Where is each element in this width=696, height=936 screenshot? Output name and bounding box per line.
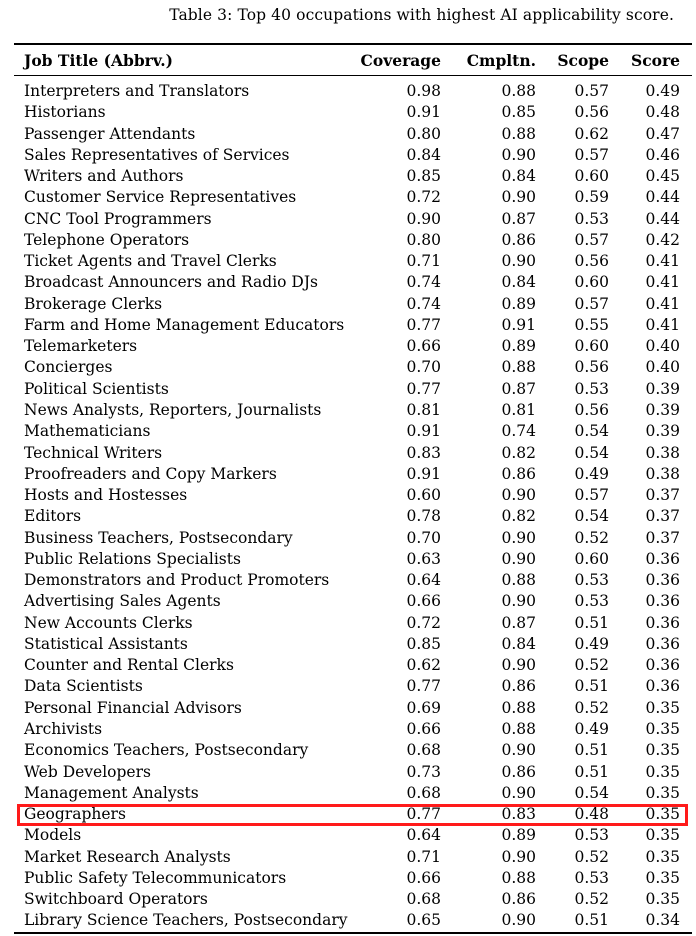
job-title-cell: Customer Service Representatives <box>24 188 297 207</box>
scope-cell: 0.52 <box>574 847 609 866</box>
score-cell: 0.36 <box>645 656 680 675</box>
coverage-cell: 0.78 <box>406 507 441 526</box>
job-title-cell: Proofreaders and Copy Markers <box>24 464 277 483</box>
coverage-cell: 0.60 <box>406 486 441 505</box>
coverage-cell: 0.85 <box>406 634 441 653</box>
table-row <box>0 634 696 655</box>
score-cell: 0.45 <box>645 167 680 186</box>
scope-cell: 0.62 <box>574 124 609 143</box>
job-title-cell: Geographers <box>24 805 126 824</box>
job-title-cell: Telephone Operators <box>24 230 190 249</box>
job-title-cell: Business Teachers, Postsecondary <box>24 528 293 547</box>
scope-cell: 0.52 <box>574 656 609 675</box>
score-cell: 0.38 <box>645 443 680 462</box>
job-title-cell: Economics Teachers, Postsecondary <box>24 741 309 760</box>
job-title-cell: Writers and Authors <box>24 167 184 186</box>
table-row <box>0 655 696 676</box>
job-title-cell: Web Developers <box>24 762 151 781</box>
score-cell: 0.36 <box>645 592 680 611</box>
score-cell: 0.35 <box>645 826 680 845</box>
completion-cell: 0.88 <box>501 124 536 143</box>
coverage-cell: 0.80 <box>406 124 441 143</box>
score-cell: 0.38 <box>645 464 680 483</box>
job-title-cell: Statistical Assistants <box>24 634 188 653</box>
coverage-cell: 0.66 <box>406 337 441 356</box>
coverage-cell: 0.91 <box>406 103 441 122</box>
coverage-cell: 0.77 <box>406 805 441 824</box>
completion-cell: 0.90 <box>501 188 536 207</box>
job-title-cell: Market Research Analysts <box>24 847 231 866</box>
job-title-cell: Passenger Attendants <box>24 124 196 143</box>
table-row <box>0 485 696 506</box>
scope-cell: 0.54 <box>574 443 609 462</box>
scope-cell: 0.57 <box>574 486 609 505</box>
job-title-cell: Counter and Rental Clerks <box>24 656 234 675</box>
job-title-cell: Public Safety Telecommunicators <box>24 868 287 887</box>
completion-cell: 0.89 <box>501 294 536 313</box>
scope-cell: 0.56 <box>574 252 609 271</box>
job-title-cell: Mathematicians <box>24 422 151 441</box>
scope-cell: 0.52 <box>574 698 609 717</box>
coverage-cell: 0.80 <box>406 230 441 249</box>
completion-cell: 0.84 <box>501 167 536 186</box>
table-row <box>0 719 696 740</box>
coverage-cell: 0.91 <box>406 422 441 441</box>
table-row <box>0 676 696 697</box>
job-title-cell: Switchboard Operators <box>24 890 208 909</box>
completion-cell: 0.86 <box>501 762 536 781</box>
table-row <box>0 889 696 910</box>
completion-cell: 0.88 <box>501 719 536 738</box>
job-title-cell: Telemarketers <box>24 337 138 356</box>
coverage-cell: 0.69 <box>406 698 441 717</box>
completion-cell: 0.81 <box>501 400 536 419</box>
table-row <box>0 81 696 102</box>
coverage-cell: 0.62 <box>406 656 441 675</box>
score-cell: 0.35 <box>645 783 680 802</box>
job-title-cell: New Accounts Clerks <box>24 613 193 632</box>
table-row <box>0 357 696 378</box>
completion-cell: 0.88 <box>501 868 536 887</box>
table-row <box>0 400 696 421</box>
scope-cell: 0.49 <box>574 464 609 483</box>
job-title-cell: Archivists <box>24 719 103 738</box>
coverage-cell: 0.77 <box>406 379 441 398</box>
completion-cell: 0.90 <box>501 911 536 930</box>
job-title-cell: Technical Writers <box>24 443 163 462</box>
scope-cell: 0.53 <box>574 592 609 611</box>
table-row <box>0 825 696 846</box>
completion-cell: 0.90 <box>501 549 536 568</box>
header-score: Score <box>631 51 680 70</box>
job-title-cell: CNC Tool Programmers <box>24 209 212 228</box>
table-row <box>0 443 696 464</box>
completion-cell: 0.89 <box>501 826 536 845</box>
scope-cell: 0.49 <box>574 634 609 653</box>
coverage-cell: 0.71 <box>406 252 441 271</box>
scope-cell: 0.56 <box>574 103 609 122</box>
completion-cell: 0.90 <box>501 252 536 271</box>
completion-cell: 0.90 <box>501 783 536 802</box>
score-cell: 0.41 <box>645 252 680 271</box>
coverage-cell: 0.91 <box>406 464 441 483</box>
completion-cell: 0.87 <box>501 209 536 228</box>
scope-cell: 0.54 <box>574 422 609 441</box>
score-cell: 0.34 <box>645 911 680 930</box>
score-cell: 0.37 <box>645 507 680 526</box>
scope-cell: 0.60 <box>574 549 609 568</box>
score-cell: 0.36 <box>645 613 680 632</box>
completion-cell: 0.86 <box>501 890 536 909</box>
table-bottom-rule <box>14 932 692 934</box>
coverage-cell: 0.77 <box>406 677 441 696</box>
table-row <box>0 102 696 123</box>
completion-cell: 0.88 <box>501 698 536 717</box>
scope-cell: 0.53 <box>574 209 609 228</box>
table-row <box>0 272 696 293</box>
score-cell: 0.36 <box>645 549 680 568</box>
completion-cell: 0.88 <box>501 82 536 100</box>
scope-cell: 0.51 <box>574 741 609 760</box>
coverage-cell: 0.64 <box>406 571 441 590</box>
header-completion: Cmpltn. <box>466 51 536 70</box>
completion-cell: 0.84 <box>501 634 536 653</box>
coverage-cell: 0.63 <box>406 549 441 568</box>
table-row <box>0 910 696 931</box>
scope-cell: 0.54 <box>574 507 609 526</box>
completion-cell: 0.90 <box>501 656 536 675</box>
completion-cell: 0.88 <box>501 571 536 590</box>
score-cell: 0.44 <box>645 188 680 207</box>
score-cell: 0.42 <box>645 230 680 249</box>
score-cell: 0.35 <box>645 868 680 887</box>
table-row <box>0 124 696 145</box>
completion-cell: 0.84 <box>501 273 536 292</box>
completion-cell: 0.83 <box>501 805 536 824</box>
completion-cell: 0.86 <box>501 464 536 483</box>
table-row <box>0 549 696 570</box>
scope-cell: 0.60 <box>574 337 609 356</box>
score-cell: 0.49 <box>645 82 680 100</box>
table-row <box>0 145 696 166</box>
table-row <box>0 698 696 719</box>
job-title-cell: Demonstrators and Product Promoters <box>24 571 330 590</box>
table-row <box>0 783 696 804</box>
scope-cell: 0.55 <box>574 315 609 334</box>
job-title-cell: Editors <box>24 507 82 526</box>
completion-cell: 0.85 <box>501 103 536 122</box>
scope-cell: 0.52 <box>574 890 609 909</box>
coverage-cell: 0.64 <box>406 826 441 845</box>
coverage-cell: 0.66 <box>406 719 441 738</box>
scope-cell: 0.53 <box>574 826 609 845</box>
job-title-cell: Interpreters and Translators <box>24 82 250 100</box>
completion-cell: 0.91 <box>501 315 536 334</box>
scope-cell: 0.57 <box>574 294 609 313</box>
job-title-cell: Ticket Agents and Travel Clerks <box>24 252 277 271</box>
scope-cell: 0.53 <box>574 868 609 887</box>
coverage-cell: 0.66 <box>406 592 441 611</box>
completion-cell: 0.90 <box>501 486 536 505</box>
table-row <box>0 570 696 591</box>
score-cell: 0.44 <box>645 209 680 228</box>
score-cell: 0.35 <box>645 762 680 781</box>
score-cell: 0.37 <box>645 528 680 547</box>
coverage-cell: 0.74 <box>406 294 441 313</box>
score-cell: 0.36 <box>645 571 680 590</box>
job-title-cell: Concierges <box>24 358 113 377</box>
table-row <box>0 528 696 549</box>
score-cell: 0.41 <box>645 294 680 313</box>
completion-cell: 0.90 <box>501 741 536 760</box>
coverage-cell: 0.73 <box>406 762 441 781</box>
coverage-cell: 0.77 <box>406 315 441 334</box>
job-title-cell: Sales Representatives of Services <box>24 145 290 164</box>
score-cell: 0.39 <box>645 379 680 398</box>
table-top-rule <box>14 43 692 45</box>
table-row <box>0 251 696 272</box>
table-header <box>0 51 696 71</box>
table-row <box>0 336 696 357</box>
score-cell: 0.35 <box>645 890 680 909</box>
scope-cell: 0.52 <box>574 528 609 547</box>
completion-cell: 0.87 <box>501 613 536 632</box>
table-row <box>0 506 696 527</box>
coverage-cell: 0.74 <box>406 273 441 292</box>
job-title-cell: Personal Financial Advisors <box>24 698 242 717</box>
score-cell: 0.39 <box>645 422 680 441</box>
table-row <box>0 847 696 868</box>
score-cell: 0.40 <box>645 358 680 377</box>
completion-cell: 0.89 <box>501 337 536 356</box>
coverage-cell: 0.66 <box>406 868 441 887</box>
score-cell: 0.36 <box>645 634 680 653</box>
table-row <box>0 804 696 825</box>
table-row <box>0 464 696 485</box>
job-title-cell: Data Scientists <box>24 677 143 696</box>
score-cell: 0.39 <box>645 400 680 419</box>
table-body <box>0 81 696 932</box>
score-cell: 0.47 <box>645 124 680 143</box>
score-cell: 0.41 <box>645 315 680 334</box>
coverage-cell: 0.72 <box>406 188 441 207</box>
table-row <box>0 591 696 612</box>
coverage-cell: 0.71 <box>406 847 441 866</box>
scope-cell: 0.60 <box>574 167 609 186</box>
coverage-cell: 0.70 <box>406 358 441 377</box>
table-header-rule <box>14 75 692 76</box>
job-title-cell: Hosts and Hostesses <box>24 486 188 505</box>
coverage-cell: 0.85 <box>406 167 441 186</box>
coverage-cell: 0.83 <box>406 443 441 462</box>
coverage-cell: 0.72 <box>406 613 441 632</box>
score-cell: 0.48 <box>645 103 680 122</box>
scope-cell: 0.48 <box>574 805 609 824</box>
scope-cell: 0.51 <box>574 613 609 632</box>
completion-cell: 0.86 <box>501 230 536 249</box>
job-title-cell: Broadcast Announcers and Radio DJs <box>24 273 319 292</box>
completion-cell: 0.90 <box>501 592 536 611</box>
job-title-cell: Library Science Teachers, Postsecondary <box>24 911 348 930</box>
score-cell: 0.35 <box>645 805 680 824</box>
table-row <box>0 166 696 187</box>
scope-cell: 0.51 <box>574 911 609 930</box>
table-row <box>0 315 696 336</box>
score-cell: 0.37 <box>645 486 680 505</box>
table-row <box>0 421 696 442</box>
job-title-cell: Brokerage Clerks <box>24 294 163 313</box>
completion-cell: 0.82 <box>501 507 536 526</box>
table-row <box>0 294 696 315</box>
completion-cell: 0.90 <box>501 145 536 164</box>
table-row <box>0 740 696 761</box>
scope-cell: 0.60 <box>574 273 609 292</box>
header-job-title: Job Title (Abbrv.) <box>24 51 174 70</box>
header-scope: Scope <box>557 51 609 70</box>
completion-cell: 0.90 <box>501 528 536 547</box>
scope-cell: 0.57 <box>574 145 609 164</box>
scope-cell: 0.57 <box>574 82 609 100</box>
table-row <box>0 230 696 251</box>
coverage-cell: 0.98 <box>406 82 441 100</box>
table-row <box>0 209 696 230</box>
coverage-cell: 0.68 <box>406 783 441 802</box>
score-cell: 0.35 <box>645 719 680 738</box>
scope-cell: 0.53 <box>574 571 609 590</box>
scope-cell: 0.57 <box>574 230 609 249</box>
coverage-cell: 0.68 <box>406 890 441 909</box>
job-title-cell: Public Relations Specialists <box>24 549 241 568</box>
completion-cell: 0.82 <box>501 443 536 462</box>
score-cell: 0.35 <box>645 698 680 717</box>
job-title-cell: Advertising Sales Agents <box>24 592 221 611</box>
scope-cell: 0.54 <box>574 783 609 802</box>
scope-cell: 0.56 <box>574 358 609 377</box>
table-row <box>0 187 696 208</box>
job-title-cell: News Analysts, Reporters, Journalists <box>24 400 322 419</box>
scope-cell: 0.56 <box>574 400 609 419</box>
scope-cell: 0.59 <box>574 188 609 207</box>
score-cell: 0.46 <box>645 145 680 164</box>
header-coverage: Coverage <box>360 51 441 70</box>
scope-cell: 0.49 <box>574 719 609 738</box>
score-cell: 0.41 <box>645 273 680 292</box>
job-title-cell: Political Scientists <box>24 379 169 398</box>
score-cell: 0.40 <box>645 337 680 356</box>
scope-cell: 0.53 <box>574 379 609 398</box>
scope-cell: 0.51 <box>574 762 609 781</box>
score-cell: 0.36 <box>645 677 680 696</box>
coverage-cell: 0.65 <box>406 911 441 930</box>
coverage-cell: 0.90 <box>406 209 441 228</box>
coverage-cell: 0.81 <box>406 400 441 419</box>
score-cell: 0.35 <box>645 847 680 866</box>
coverage-cell: 0.68 <box>406 741 441 760</box>
score-cell: 0.35 <box>645 741 680 760</box>
completion-cell: 0.86 <box>501 677 536 696</box>
table-caption: Table 3: Top 40 occupations with highest AI applicability score. <box>169 6 674 24</box>
job-title-cell: Management Analysts <box>24 783 199 802</box>
table-row <box>0 868 696 889</box>
completion-cell: 0.87 <box>501 379 536 398</box>
table-row <box>0 613 696 634</box>
coverage-cell: 0.70 <box>406 528 441 547</box>
job-title-cell: Historians <box>24 103 106 122</box>
completion-cell: 0.88 <box>501 358 536 377</box>
table-row <box>0 762 696 783</box>
completion-cell: 0.90 <box>501 847 536 866</box>
scope-cell: 0.51 <box>574 677 609 696</box>
job-title-cell: Farm and Home Management Educators <box>24 315 345 334</box>
completion-cell: 0.74 <box>501 422 536 441</box>
coverage-cell: 0.84 <box>406 145 441 164</box>
table-row <box>0 379 696 400</box>
job-title-cell: Models <box>24 826 82 845</box>
